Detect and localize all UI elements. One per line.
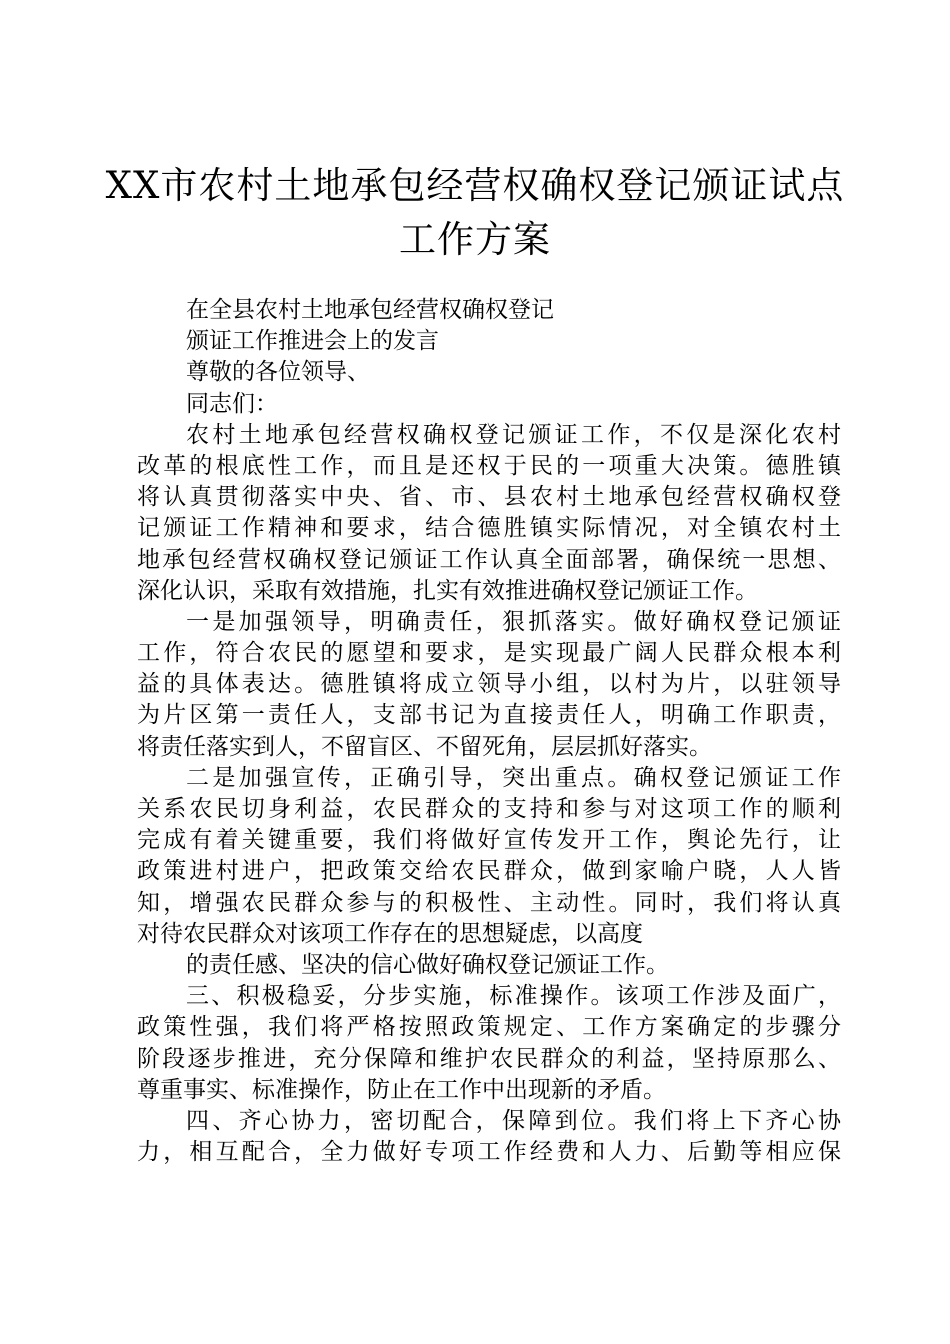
body-line: 三、积极稳妥，分步实施，标准操作。该项工作涉及面广， [186,983,841,1010]
body-line: 颁证工作推进会上的发言 [186,328,439,355]
body-line: 深化认识，采取有效措施，扎实有效推进确权登记颁证工作。 [137,577,758,604]
body-line: 同志们： [186,390,278,417]
document-title-line-2: 工作方案 [399,218,551,261]
body-line: 益的具体表达。德胜镇将成立领导小组，以村为片，以驻领导 [137,671,841,698]
body-line: 力，相互配合，全力做好专项工作经费和人力、后勤等相应保 [137,1139,841,1166]
body-line: 阶段逐步推进，充分保障和维护农民群众的利益，坚持原那么、 [137,1045,841,1072]
body-line: 农村土地承包经营权确权登记颁证工作，不仅是深化农村 [186,421,841,448]
body-line: 完成有着关键重要，我们将做好宣传发开工作，舆论先行，让 [137,827,841,854]
body-line: 改革的根底性工作，而且是还权于民的一项重大决策。德胜镇 [137,452,841,479]
document-title-line-1: XX市农村土地承包经营权确权登记颁证试点 [105,164,845,207]
body-line: 的责任感、坚决的信心做好确权登记颁证工作。 [186,951,669,978]
body-line: 工作，符合农民的愿望和要求，是实现最广阔人民群众根本利 [137,640,841,667]
body-line: 政策进村进户，把政策交给农民群众，做到家喻户晓，人人皆 [137,858,841,885]
body-line: 地承包经营权确权登记颁证工作认真全面部署，确保统一思想、 [137,546,841,573]
body-line: 一是加强领导，明确责任，狠抓落实。做好确权登记颁证 [186,608,841,635]
body-line: 为片区第一责任人，支部书记为直接责任人，明确工作职责， [137,702,841,729]
body-line: 在全县农村土地承包经营权确权登记 [186,297,554,323]
body-line: 尊敬的各位领导、 [186,359,370,386]
body-line: 四、齐心协力，密切配合，保障到位。我们将上下齐心协 [186,1107,841,1134]
body-line: 对待农民群众对该项工作存在的思想疑虑，以高度 [137,920,643,947]
body-line: 尊重事实、标准操作，防止在工作中出现新的矛盾。 [137,1076,666,1103]
body-line: 二是加强宣传，正确引导，突出重点。确权登记颁证工作 [186,764,841,791]
body-line: 将认真贯彻落实中央、省、市、县农村土地承包经营权确权登 [137,484,841,511]
body-line: 将责任落实到人，不留盲区、不留死角，层层抓好落实。 [137,733,712,760]
document-body [137,295,841,1168]
body-line: 知，增强农民群众参与的积极性、主动性。同时，我们将认真 [137,889,841,916]
body-line: 记颁证工作精神和要求，结合德胜镇实际情况，对全镇农村土 [137,515,841,542]
body-line: 关系农民切身利益，农民群众的支持和参与对这项工作的顺利 [137,796,841,822]
body-line: 政策性强，我们将严格按照政策规定、工作方案确定的步骤分 [137,1014,841,1041]
